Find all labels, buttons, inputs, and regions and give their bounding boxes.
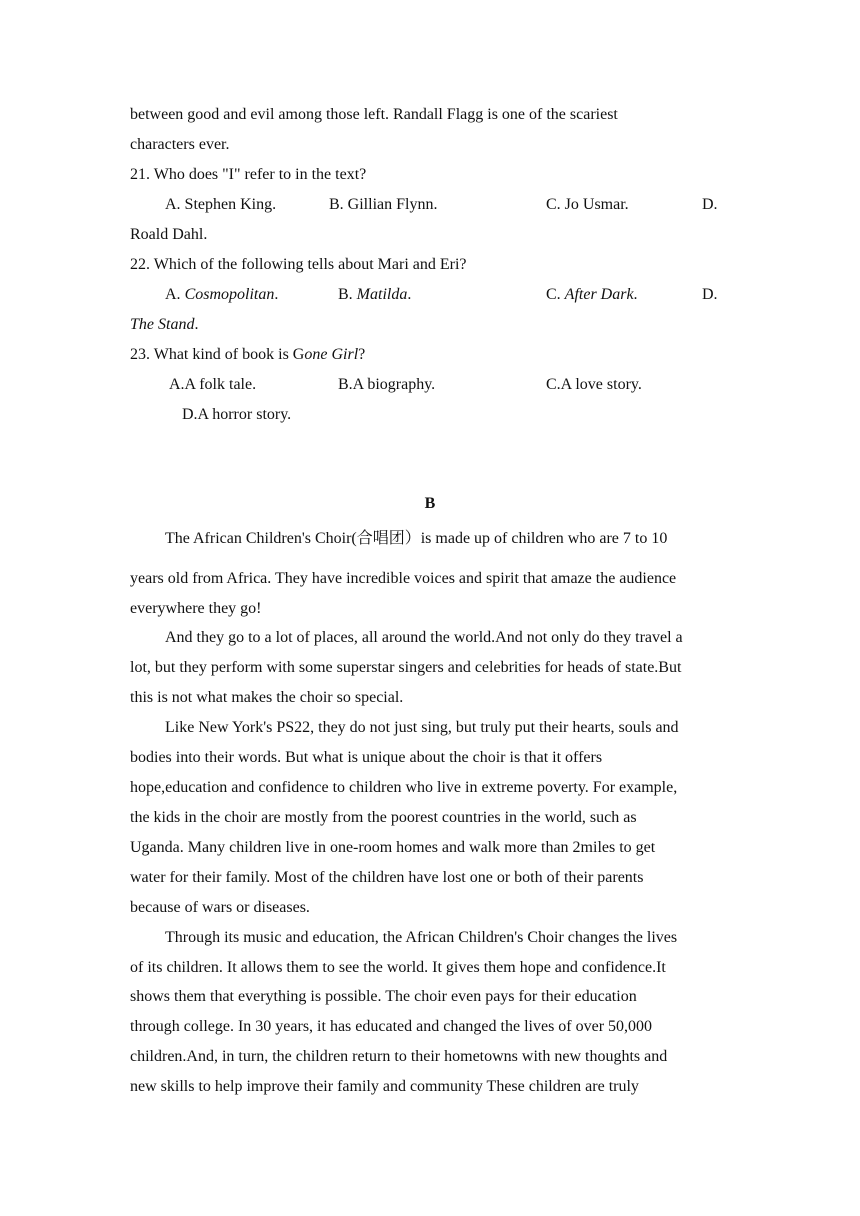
paragraph-line: everywhere they go! xyxy=(130,600,262,617)
q21-option-d: D. xyxy=(702,196,718,213)
paragraph-line: children.And, in turn, the children return to their hometowns with new thoughts and xyxy=(130,1048,668,1065)
paragraph-line: because of wars or diseases. xyxy=(130,899,310,916)
q21-option-b: B. Gillian Flynn. xyxy=(329,196,438,213)
q22-option-a: A. Cosmopolitan. xyxy=(165,286,279,303)
book-title: Matilda xyxy=(356,286,408,303)
q23-option-b: B.A biography. xyxy=(338,376,436,393)
text-line: characters ever. xyxy=(130,136,230,153)
paragraph-line: shows them that everything is possible. The choir even pays for their education xyxy=(130,988,637,1005)
text-line: between good and evil among those left. Randall Flagg is one of the scariest xyxy=(130,106,618,123)
paragraph-line: through college. In 30 years, it has educated and changed the lives of over 50,000 xyxy=(130,1018,653,1035)
q23-option-a: A.A folk tale. xyxy=(169,376,257,393)
paragraph-line: Like New York's PS22, they do not just sing, but truly put their hearts, souls and xyxy=(165,719,679,736)
q22-option-d-text: The Stand. xyxy=(130,316,199,333)
q21-option-a: A. Stephen King. xyxy=(165,196,277,213)
paragraph-line: The African Children's Choir(合唱团）is made up of children who are 7 to 10 xyxy=(165,530,668,547)
book-title: The Stand xyxy=(130,316,195,333)
paragraph-line: new skills to help improve their family and community These children are truly xyxy=(130,1078,639,1095)
paragraph-line: of its children. It allows them to see the world. It gives them hope and confidence.It xyxy=(130,959,666,976)
question-22-stem: 22. Which of the following tells about Mari and Eri? xyxy=(130,256,467,273)
paragraph-line: this is not what makes the choir so special. xyxy=(130,689,404,706)
paragraph-line: years old from Africa. They have incredible voices and spirit that amaze the audience xyxy=(130,570,677,587)
q21-option-d-text: Roald Dahl. xyxy=(130,226,208,243)
book-title: After Dark xyxy=(564,286,634,303)
paragraph-line: the kids in the choir are mostly from the poorest countries in the world, such as xyxy=(130,809,637,826)
paragraph-line: water for their family. Most of the children have lost one or both of their parents xyxy=(130,869,644,886)
q22-option-b: B. Matilda. xyxy=(338,286,412,303)
question-23-stem: 23. What kind of book is Gone Girl? xyxy=(130,346,366,363)
question-21-stem: 21. Who does "I" refer to in the text? xyxy=(130,166,367,183)
paragraph-line: hope,education and confidence to children who live in extreme poverty. For example, xyxy=(130,779,678,796)
book-title: one Girl xyxy=(304,346,359,363)
paragraph-line: Uganda. Many children live in one-room homes and walk more than 2miles to get xyxy=(130,839,656,856)
q23-option-d: D.A horror story. xyxy=(182,406,292,423)
q22-option-d: D. xyxy=(702,286,718,303)
q23-option-c: C.A love story. xyxy=(546,376,642,393)
book-title: Cosmopolitan xyxy=(184,286,275,303)
q22-option-c: C. After Dark. xyxy=(546,286,638,303)
paragraph-line: bodies into their words. But what is unique about the choir is that it offers xyxy=(130,749,603,766)
paragraph-line: Through its music and education, the African Children's Choir changes the lives xyxy=(165,929,678,946)
paragraph-line: lot, but they perform with some superstar singers and celebrities for heads of state.But xyxy=(130,659,682,676)
q21-option-c: C. Jo Usmar. xyxy=(546,196,629,213)
paragraph-line: And they go to a lot of places, all around the world.And not only do they travel a xyxy=(165,629,683,646)
section-heading: B xyxy=(424,495,436,512)
